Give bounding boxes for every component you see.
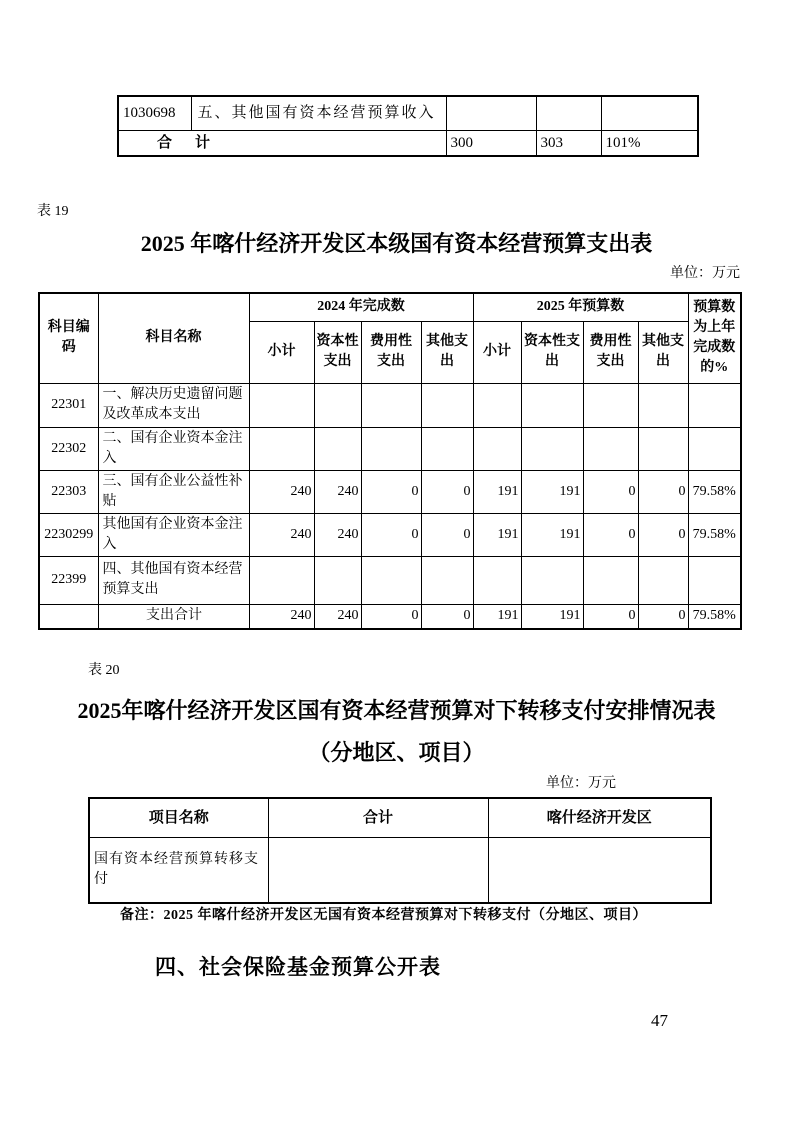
header-cell-other-2024: 其他支出: [421, 321, 473, 383]
table-cell-code: 1030698: [118, 96, 191, 130]
cell-value: [361, 427, 421, 470]
header-cell-expense-2025: 费用性支出: [583, 321, 638, 383]
income-table-continuation: [117, 95, 699, 157]
cell-ratio: [688, 427, 741, 470]
table-row: [39, 427, 741, 470]
cell-value: 0: [638, 470, 688, 513]
transfer-payment-table: [88, 797, 712, 904]
cell-value: [421, 383, 473, 427]
cell-value: 240: [249, 604, 314, 629]
cell-value: 0: [361, 513, 421, 556]
cell-ratio: [688, 383, 741, 427]
cell-ratio: 79.58%: [688, 604, 741, 629]
table-cell-value: 300: [446, 130, 536, 156]
cell-value: [314, 556, 361, 604]
cell-value: [583, 556, 638, 604]
header-cell-ratio: 预算数为上年完成数的%: [688, 293, 741, 383]
table-row: [39, 383, 741, 427]
cell-value: [314, 427, 361, 470]
table20-title-line1: 2025年喀什经济开发区国有资本经营预算对下转移支付安排情况表: [77, 698, 716, 723]
page-number: 47: [651, 1011, 668, 1030]
cell-value: [521, 383, 583, 427]
cell-value: 191: [473, 513, 521, 556]
cell-value: [421, 556, 473, 604]
cell-value: 0: [638, 604, 688, 629]
cell-name: 四、其他国有资本经营预算支出: [98, 556, 249, 604]
table-cell-name: 五、其他国有资本经营预算收入: [191, 96, 446, 130]
cell-name-total: 支出合计: [98, 604, 249, 629]
header-cell-total: 合计: [268, 798, 488, 838]
cell-value: 0: [421, 604, 473, 629]
table-row: [89, 838, 711, 904]
cell-value: 191: [521, 470, 583, 513]
cell-code: [39, 604, 98, 629]
cell-value: [314, 383, 361, 427]
header-cell-subtotal-2025: 小计: [473, 321, 521, 383]
cell-name: 二、国有企业资本金注入: [98, 427, 249, 470]
table-cell-value: 303: [536, 130, 601, 156]
cell-value: 0: [583, 604, 638, 629]
header-cell-capital-2025: 资本性支出: [521, 321, 583, 383]
cell-name: 三、国有企业公益性补贴: [98, 470, 249, 513]
header-cell-subtotal-2024: 小计: [249, 321, 314, 383]
table-cell-value: 101%: [601, 130, 698, 156]
cell-value: [638, 427, 688, 470]
cell-value: [521, 556, 583, 604]
cell-code: 22301: [39, 383, 98, 427]
header-cell-name: 科目名称: [98, 293, 249, 383]
expenditure-table: [38, 292, 742, 630]
header-cell-group-2025: 2025 年预算数: [473, 293, 688, 321]
cell-value: 0: [421, 513, 473, 556]
cell-ratio: 79.58%: [688, 470, 741, 513]
cell-ratio: [688, 556, 741, 604]
table20-note: 备注：2025 年喀什经济开发区无国有资本经营预算对下转移支付（分地区、项目）: [120, 908, 647, 923]
header-cell-code: 科目编码: [39, 293, 98, 383]
cell-code: 22302: [39, 427, 98, 470]
cell-project-name: 国有资本经营预算转移支付: [89, 838, 268, 904]
cell-value: 240: [314, 604, 361, 629]
cell-value: 191: [473, 470, 521, 513]
cell-value: 191: [473, 604, 521, 629]
cell-value: [473, 556, 521, 604]
header-cell-other-2025: 其他支出: [638, 321, 688, 383]
cell-value: 191: [521, 604, 583, 629]
header-cell-group-2024: 2024 年完成数: [249, 293, 473, 321]
cell-value: 0: [583, 470, 638, 513]
table-row: [118, 96, 698, 130]
cell-code: 22399: [39, 556, 98, 604]
section-heading: 四、社会保险基金预算公开表: [155, 955, 441, 979]
cell-region: [488, 838, 711, 904]
header-cell-expense-2024: 费用性支出: [361, 321, 421, 383]
table20-unit-label: 单位：万元: [546, 776, 616, 791]
cell-value: 240: [249, 513, 314, 556]
cell-name: 一、解决历史遗留问题及改革成本支出: [98, 383, 249, 427]
cell-code: 2230299: [39, 513, 98, 556]
table-row: [39, 556, 741, 604]
cell-value: [583, 383, 638, 427]
cell-value: 0: [361, 604, 421, 629]
cell-code: 22303: [39, 470, 98, 513]
cell-value: [638, 383, 688, 427]
table-row: [39, 513, 741, 556]
cell-value: [521, 427, 583, 470]
cell-total: [268, 838, 488, 904]
table-row: [39, 470, 741, 513]
table19-tag: 表 19: [37, 204, 69, 219]
cell-value: 191: [521, 513, 583, 556]
cell-value: [473, 427, 521, 470]
table20-tag: 表 20: [88, 663, 120, 678]
table-cell: [536, 96, 601, 130]
cell-value: [421, 427, 473, 470]
cell-value: [638, 556, 688, 604]
cell-value: 240: [249, 470, 314, 513]
header-row: [89, 798, 711, 838]
cell-value: 240: [314, 513, 361, 556]
cell-value: 0: [583, 513, 638, 556]
table-cell: [601, 96, 698, 130]
cell-name: 其他国有企业资本金注入: [98, 513, 249, 556]
cell-value: 0: [638, 513, 688, 556]
table-cell: [446, 96, 536, 130]
header-cell-region: 喀什经济开发区: [488, 798, 711, 838]
cell-value: 0: [361, 470, 421, 513]
cell-value: [361, 383, 421, 427]
cell-ratio: 79.58%: [688, 513, 741, 556]
cell-value: 0: [421, 470, 473, 513]
header-row-groups: [39, 293, 741, 321]
cell-value: [583, 427, 638, 470]
table-cell-total-label: 合 计: [118, 130, 446, 156]
table19-title: 2025 年喀什经济开发区本级国有资本经营预算支出表: [140, 231, 653, 256]
cell-value: [361, 556, 421, 604]
table20-title-line2: （分地区、项目）: [308, 740, 485, 765]
table20-title: [0, 690, 793, 774]
table-row-total: [118, 130, 698, 156]
cell-value: [249, 427, 314, 470]
cell-value: [473, 383, 521, 427]
header-cell-project: 项目名称: [89, 798, 268, 838]
table19-unit-label: 单位：万元: [670, 266, 740, 281]
cell-value: 240: [314, 470, 361, 513]
cell-value: [249, 383, 314, 427]
header-cell-capital-2024: 资本性支出: [314, 321, 361, 383]
table-row-total: [39, 604, 741, 629]
cell-value: [249, 556, 314, 604]
